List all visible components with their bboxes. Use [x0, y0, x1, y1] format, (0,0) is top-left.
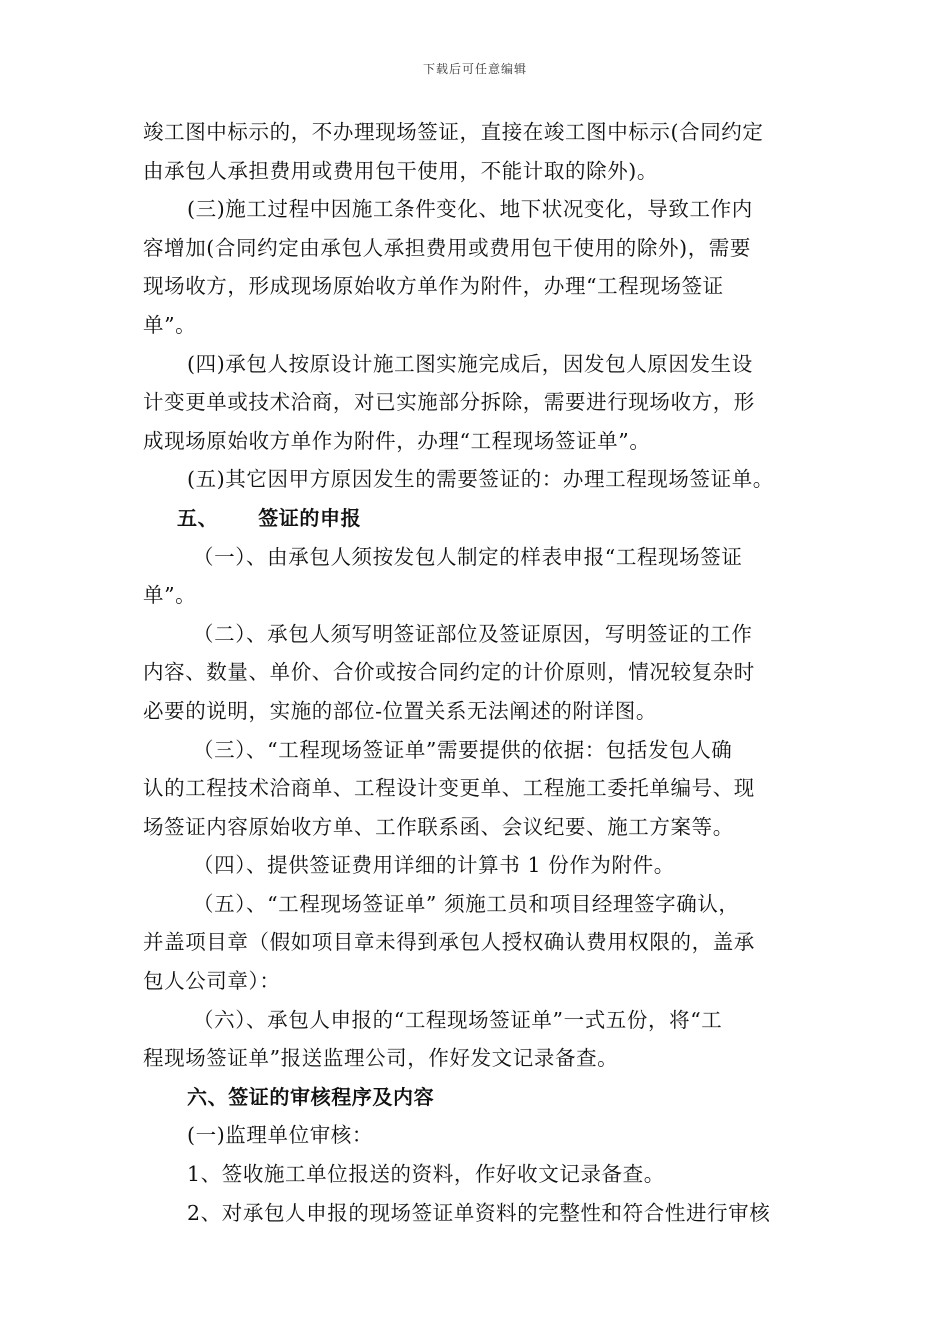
paragraph-line: 由承包人承担费用或费用包干使用，不能计取的除外)。 [143, 158, 658, 183]
paragraph-line: （二）、承包人须写明签证部位及签证原因，写明签证的工作 [193, 621, 753, 646]
section-heading-6: 六、签证的审核程序及内容 [187, 1084, 435, 1109]
section-number: 五、 [177, 505, 219, 530]
paragraph-line: (一)监理单位审核： [187, 1123, 373, 1148]
paragraph-line: （三）、“工程现场签证单”需要提供的依据：包括发包人确 [193, 737, 733, 762]
paragraph-line: 单”。 [143, 312, 197, 337]
paragraph-line: 必要的说明，实施的部位-位置关系无法阐述的附详图。 [143, 698, 657, 723]
paragraph-line: (三)施工过程中因施工条件变化、地下状况变化，导致工作内 [187, 197, 753, 222]
paragraph-line: 计变更单或技术洽商，对已实施部分拆除，需要进行现场收方，形 [143, 390, 755, 415]
paragraph-line: （四）、提供签证费用详细的计算书 1 份作为附件。 [193, 853, 675, 878]
header-note: 下载后可任意编辑 [422, 62, 527, 76]
paragraph-line: 内容、数量、单价、合价或按合同约定的计价原则，情况较复杂时 [143, 660, 755, 685]
paragraph-line: 2、对承包人申报的现场签证单资料的完整性和符合性进行审核 [187, 1200, 771, 1225]
paragraph-line: 包人公司章）： [143, 969, 281, 994]
section-title: 签证的申报 [258, 505, 362, 530]
section-heading-5 [143, 499, 808, 538]
paragraph-line: 容增加(合同约定由承包人承担费用或费用包干使用的除外)，需要 [143, 235, 751, 260]
paragraph-line: （五）、“工程现场签证单” 须施工员和项目经理签字确认， [193, 891, 740, 916]
paragraph-line: 单”。 [143, 583, 197, 608]
paragraph-line: 程现场签证单”报送监理公司，作好发文记录备查。 [143, 1046, 619, 1071]
paragraph-line: (五)其它因甲方原因发生的需要签证的：办理工程现场签证单。 [187, 467, 774, 492]
document-body [143, 113, 808, 1232]
paragraph-line: 并盖项目章（假如项目章未得到承包人授权确认费用权限的，盖承 [143, 930, 755, 955]
paragraph-line: 成现场原始收方单作为附件，办理“工程现场签证单”。 [143, 428, 651, 453]
paragraph-line: （六）、承包人申报的“工程现场签证单”一式五份，将“工 [193, 1007, 723, 1032]
paragraph-line: 现场收方，形成现场原始收方单作为附件，办理“工程现场签证 [143, 274, 724, 299]
paragraph-line: 场签证内容原始收方单、工作联系函、会议纪要、施工方案等。 [143, 814, 734, 839]
paragraph-line: （一）、由承包人须按发包人制定的样表申报“工程现场签证 [193, 544, 743, 569]
paragraph-line: 1、签收施工单位报送的资料，作好收文记录备查。 [187, 1162, 665, 1187]
paragraph-line: 竣工图中标示的，不办理现场签证，直接在竣工图中标示(合同约定 [143, 120, 764, 144]
paragraph-line: 认的工程技术洽商单、工程设计变更单、工程施工委托单编号、现 [143, 776, 755, 801]
paragraph-line: (四)承包人按原设计施工图实施完成后，因发包人原因发生设 [187, 351, 753, 376]
